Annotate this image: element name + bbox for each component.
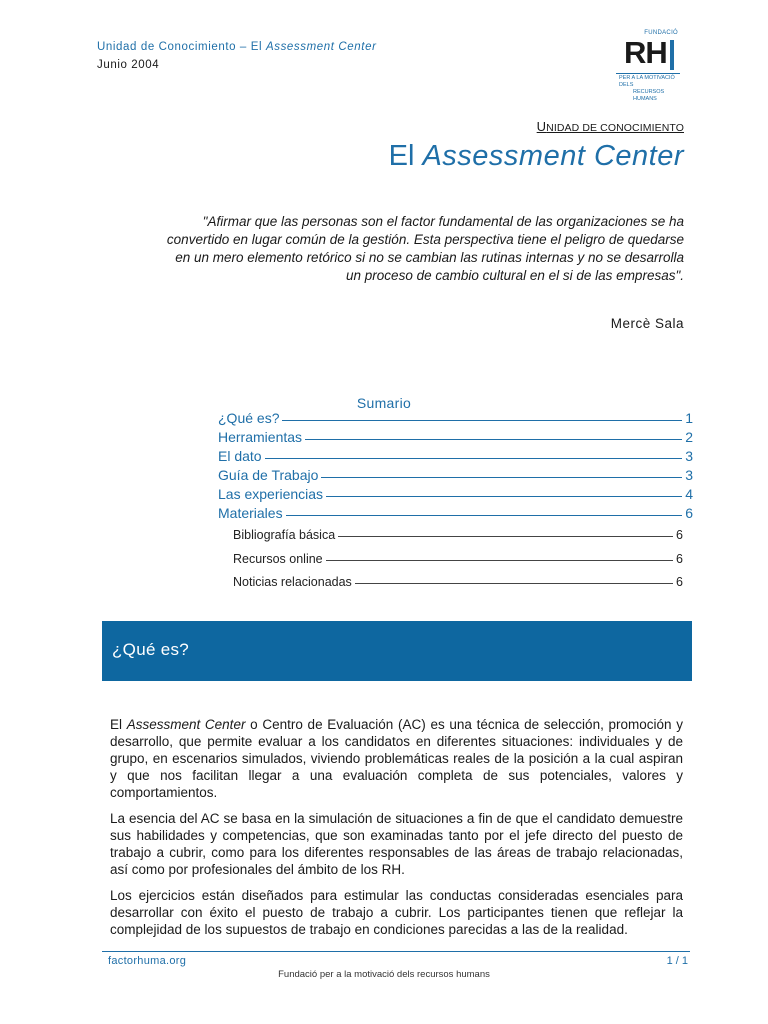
rh-logo <box>616 30 686 102</box>
p1-italic: Assessment Center <box>126 717 246 732</box>
section-banner <box>102 621 692 681</box>
p1-prefix: El <box>110 717 127 732</box>
toc-leader <box>286 515 683 516</box>
toc-item[interactable] <box>218 429 693 445</box>
toc-item-page: 3 <box>685 448 693 464</box>
toc-item-label: Las experiencias <box>218 486 324 502</box>
body-paragraph-1 <box>110 716 683 801</box>
footer-site-link[interactable]: factorhuma.org <box>108 955 187 967</box>
header-title-prefix: Unidad de Conocimiento – El <box>97 41 266 53</box>
toc-item-label: Guía de Trabajo <box>218 467 319 483</box>
toc-item-page: 1 <box>685 410 693 426</box>
footer-page-number: 1 / 1 <box>666 955 688 967</box>
footer-organization: Fundació per a la motivació dels recursos humans <box>278 969 490 980</box>
toc-subitem-page: 6 <box>676 528 683 542</box>
toc-item[interactable] <box>218 467 693 483</box>
title-italic: Assessment Center <box>422 140 684 172</box>
toc-item-label: Materiales <box>218 505 283 521</box>
toc-leader <box>265 458 683 459</box>
body-paragraph-2: La esencia del AC se basa en la simulación de situaciones a fin de que el candidato demuestre sus habilidades y competencias, que son examinadas tanto por el jefe directo del puesto de trabajo a cubrir, como para los diferentes responsables de las áreas de trabajo relacionadas, así como por profesionales del ámbito de los RH. <box>110 811 683 877</box>
toc-item-page: 2 <box>685 429 693 445</box>
p1-rest: o Centro de Evaluación (AC) es una técnica de selección, promoción y desarrollo, que permite evaluar a los candidatos en diferentes situaciones: individuales y de grupo, en escenarios simulados, viviendo problemáticas reales de la posición a la cual aspiran y que nos facilitan llegar a una evaluación completa de sus potenciales, valores y comportamientos. <box>110 717 683 800</box>
kicker-first: U <box>536 119 547 134</box>
logo-fundacio: FUNDACIÓ <box>644 30 678 36</box>
toc-item-page: 3 <box>685 467 693 483</box>
logo-bar <box>670 40 674 70</box>
toc-subitem-page: 6 <box>676 552 683 566</box>
toc-subitem-label: Bibliografía básica <box>233 528 336 542</box>
logo-sub-line1: PER A LA MOTIVACIÓ DELS <box>619 75 675 88</box>
toc-item-label: El dato <box>218 448 262 464</box>
toc-subitem-label: Recursos online <box>233 552 323 566</box>
document-kicker <box>537 119 684 134</box>
toc-subitem[interactable] <box>233 528 683 542</box>
epigraph-quote: "Afirmar que las personas son el factor fundamental de las organizaciones se ha convertido en lugar común de la gestión. Esta perspectiva tiene el peligro de quedarse en un mero elemento retórico si no se cambian las rutinas internas y no se desarrolla un proceso de cambio cultural en el si de las empresas". <box>166 214 684 283</box>
toc-leader <box>321 477 682 478</box>
quote-author: Mercè Sala <box>610 316 684 331</box>
page-title <box>389 140 684 173</box>
summary-title: Sumario <box>356 395 412 411</box>
toc-subitem-page: 6 <box>676 575 683 589</box>
toc-item[interactable] <box>218 486 693 502</box>
logo-sub-line2: RECURSOS HUMANS <box>633 89 665 102</box>
toc-item-page: 4 <box>685 486 693 502</box>
toc-leader <box>326 560 673 561</box>
toc-subitem[interactable] <box>233 552 683 566</box>
header-date: Junio 2004 <box>97 59 160 71</box>
title-prefix: El <box>388 140 423 172</box>
logo-rh: RH <box>624 35 667 70</box>
header-title-italic: Assessment Center <box>265 41 377 53</box>
toc-item[interactable] <box>218 505 693 521</box>
toc-item-label: Herramientas <box>218 429 303 445</box>
logo-subtitle <box>619 75 689 103</box>
toc-item[interactable] <box>218 410 693 426</box>
toc-leader <box>282 420 682 421</box>
body-paragraph-3: Los ejercicios están diseñados para estimular las conductas consideradas esenciales para desarrollar con éxito el puesto de trabajo a cubrir. Los participantes tienen que reflejar la complejidad de los supuestos de trabajo en condiciones parecidas a las de la realidad. <box>110 888 683 937</box>
header-title <box>97 41 377 53</box>
logo-divider <box>616 73 680 74</box>
toc-item-page: 6 <box>685 505 693 521</box>
toc-leader <box>355 583 673 584</box>
kicker-rest: NIDAD DE CONOCIMIENTO <box>546 122 684 134</box>
toc-item-label: ¿Qué es? <box>218 410 280 426</box>
footer-divider <box>102 951 690 952</box>
toc-subitem-label: Noticias relacionadas <box>233 575 352 589</box>
section-title: ¿Qué es? <box>112 640 190 659</box>
toc-leader <box>326 496 682 497</box>
toc-leader <box>338 536 673 537</box>
toc-item[interactable] <box>218 448 693 464</box>
toc-subitem[interactable] <box>233 575 683 589</box>
toc-leader <box>305 439 682 440</box>
